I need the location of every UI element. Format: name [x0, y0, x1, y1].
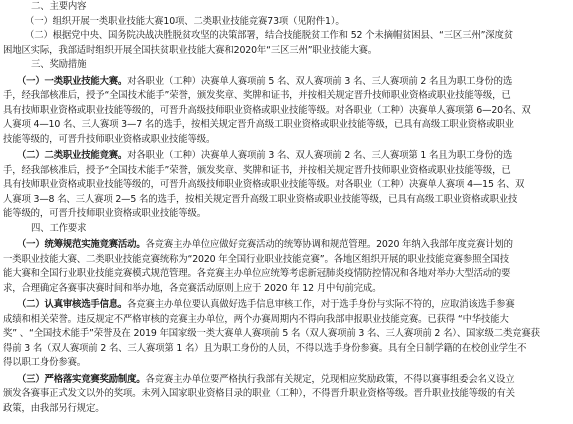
paragraph-line: 手，经我部核准后，授予“全国技术能手”荣誉，颁发奖章、奖牌和证书，并按相关规定晋升技师职业资格或职业技能等级，已 — [3, 90, 511, 101]
paragraph-text: 对各职业（工种）决赛单人赛项前 5 名、双人赛项前 3 名、三人赛项前 2 名且为职工身份的选 — [127, 75, 513, 87]
paragraph-line: 技能等级的，可晋升技师职业资格或职业技能等级。 — [3, 133, 216, 145]
paragraph-line: 求，合理确定各赛事决赛时间和举办地，各竞赛活动原则上应于 2020 年 12 月中旬前完成。 — [3, 282, 382, 294]
paragraph-line: 能大赛和全国行业职业技能竞赛模式规范管理。各竞赛主办单位应统筹考虑新冠肺炎疫情防控情况和各地对举办大型活动的要 — [3, 268, 511, 279]
paragraph-line: 奖” 、“全国技术能手”荣誉及在 2019 年国家级一类大赛单人赛项前 5 名（双人赛项前 3 名、三人赛项前 2 名）、国家级二类竞赛获 — [3, 328, 540, 339]
paragraph-line: 人赛项 4—10 名、三人赛项 3—7 名的选手，按相关规定晋升高级工职业资格或职业技能等级，已具有高级工职业资格或职业 — [3, 119, 514, 130]
paragraph-line: 颁发各赛事正式发文以外的奖项。未列入国家职业资格目录的职业（工种），不得晋升职业资格等级。晋升职业技能等级的有关 — [3, 388, 515, 399]
paragraph-line: 人赛项 3—8 名、三人赛项 2—5 名的选手，按相关规定晋升高级工职业资格或职业技能等级，已具有高级工职业资格或职业技 — [3, 193, 518, 205]
paragraph-line: 政策，由我部另行规定。 — [3, 402, 105, 414]
paragraph-line: 具有技师职业资格或职业技能等级的，可晋升高级技师职业资格或职业技能等级。对各职业（工种）决赛单人赛项 4—15 名、双 — [3, 179, 525, 190]
paragraph-line-req2 — [3, 298, 570, 313]
paragraph-line: 困地区实际，我部适时组织开展全国扶贫职业技能大赛和2020年“三区三州”职业技能大赛。 — [3, 44, 378, 56]
paragraph-line: 手，经我部核准后，授予“全国技术能手”荣誉，颁发奖章、奖牌和证书，并按相关规定晋升技师职业资格或职业技能等级，已 — [3, 164, 511, 176]
paragraph-line: 得前 3 名（双人赛项前 2 名、三人赛项第 1 名）且为职工身份的人员，不得以选手身份参赛。具有全日制学籍的在校创业学生不 — [3, 342, 527, 354]
paragraph-text: 各竞赛主办单位应做好竞赛活动的统筹协调和规范管理。2020 年纳入我部年度竞赛计划的 — [145, 239, 513, 250]
subheading-class2-competition: （二）二类职业技能竞赛。 — [17, 150, 128, 161]
section-heading-rewards: 三、奖励措施 — [31, 59, 87, 70]
paragraph-line-prize1 — [3, 75, 570, 90]
subheading-class1-competition: （一）一类职业技能大赛。 — [17, 75, 128, 87]
paragraph-text: 各竞赛主办单位要认真做好选手信息审核工作，对于选手身份与实际不符的，应取消该选手参赛 — [127, 299, 515, 310]
subheading-review-contestant-info: （二）认真审核选手信息。 — [17, 299, 128, 310]
paragraph-line: （二）根据党中央、国务院决战决胜脱贫攻坚的决策部署，结合技能脱贫工作和 52 个未摘帽贫困县、“三区三州”深度贫 — [25, 30, 513, 41]
paragraph-line-req1 — [3, 238, 570, 253]
paragraph-text: 对各职业（工种）决赛单人赛项前 3 名、双人赛项前 2 名、三人赛项第 1 名且为职工身份的选 — [127, 150, 513, 161]
paragraph-text: 各竞赛主办单位要严格执行我部有关规定，兑现相应奖励政策，不得以赛事组委会名义设立 — [145, 373, 515, 385]
paragraph-line: 一类职业技能大赛、二类职业技能竞赛统称为“2020 年全国行业职业技能竞赛”。各地区组织开展的职业技能竞赛参照全国技 — [3, 253, 509, 265]
subheading-reward-system: （三）严格落实竞赛奖励制度。 — [17, 373, 146, 385]
paragraph-line: 能等级的，可晋升技师职业资格或职业技能等级。 — [3, 208, 206, 219]
section-heading-main-content: 二、主要内容 — [31, 1, 87, 12]
paragraph-line: （一）组织开展一类职业技能大赛10项、二类职业技能竞赛73项（见附件1）。 — [25, 15, 345, 27]
paragraph-line: 具有技师职业资格或职业技能等级的，可晋升高级技师职业资格或职业技能等级。对各职业（工种）决赛单人赛项第 6—20名、双 — [3, 104, 531, 116]
subheading-unified-implementation: （一）统筹规范实施竞赛活动。 — [17, 239, 146, 250]
paragraph-line: 得以职工身份参赛。 — [3, 357, 87, 368]
paragraph-line-req3 — [3, 373, 570, 388]
paragraph-line-prize2 — [3, 149, 570, 164]
section-heading-work-requirements: 四、工作要求 — [31, 222, 87, 234]
paragraph-line: 成绩和相关荣誉。违反规定不严格审核的竞赛主办单位，两个办赛周期内不得向我部申报职业技能竞赛。已获得 “中华技能大 — [3, 313, 509, 325]
